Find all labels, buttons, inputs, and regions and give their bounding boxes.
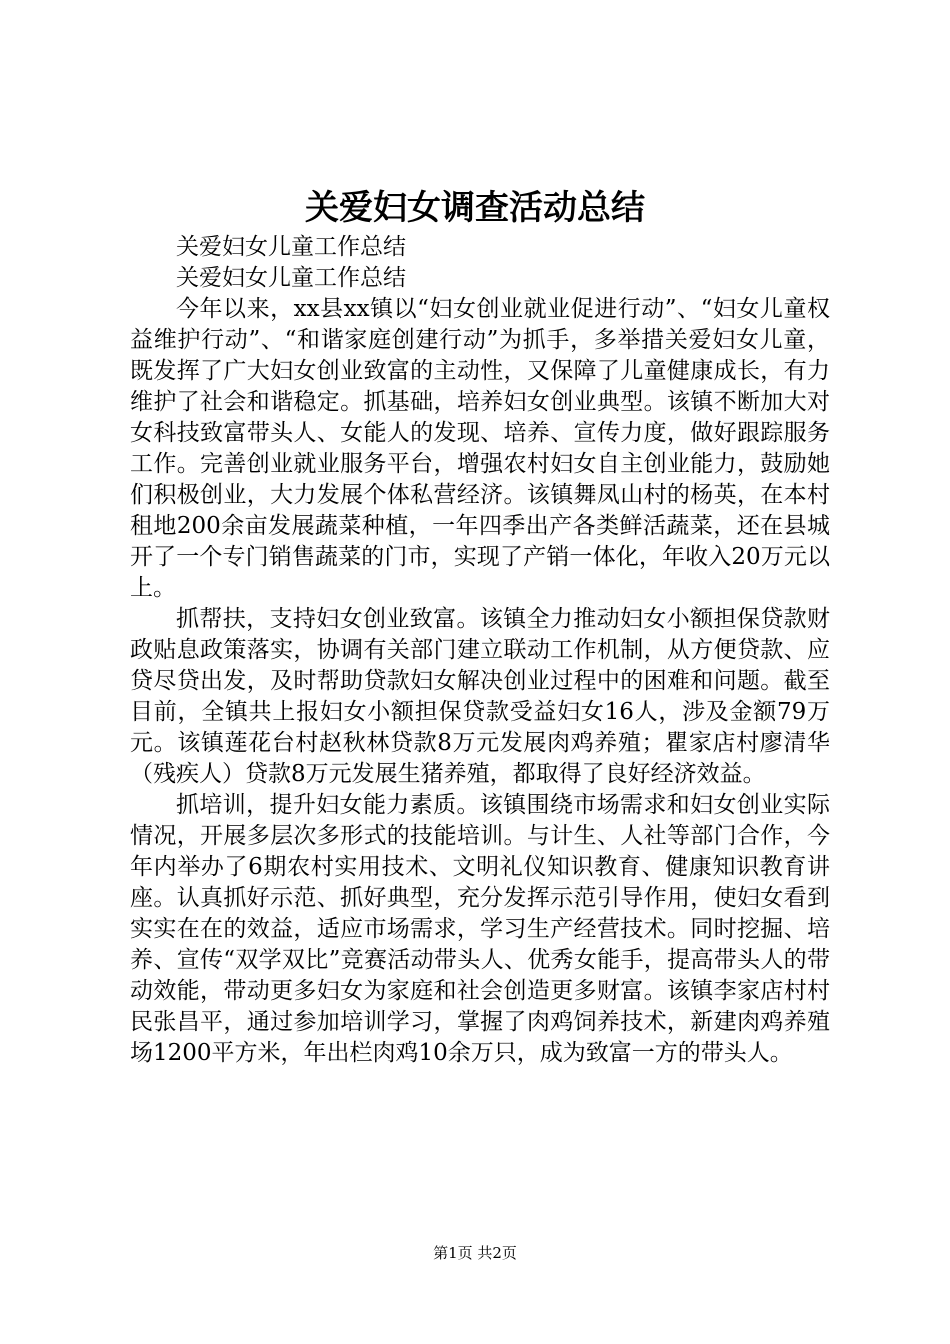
body-paragraph: 抓帮扶，支持妇女创业致富。该镇全力推动妇女小额担保贷款财政贴息政策落实，协调有关部门建立联动工作机制，从方便贷款、应贷尽贷出发，及时帮助贷款妇女解决创业过程中的困难和问题。截至目前，全镇共上报妇女小额担保贷款受益妇女16人，涉及金额79万元。该镇莲花台村赵秋林贷款8万元发展肉鸡养殖；瞿家店村廖清华（残疾人）贷款8万元发展生猪养殖，都取得了良好经济效益。 — [130, 606, 830, 787]
body-paragraph: 抓培训，提升妇女能力素质。该镇围绕市场需求和妇女创业实际情况，开展多层次多形式的技能培训。与计生、人社等部门合作，今年内举办了6期农村实用技术、文明礼仪知识教育、健康知识教育讲座。认真抓好示范、抓好典型，充分发挥示范引导作用，使妇女看到实实在在的效益，适应市场需求，学习生产经营技术。同时挖掘、培养、宣传“双学双比”竞赛活动带头人、优秀女能手，提高带头人的带动效能，带动更多妇女为家庭和社会创造更多财富。该镇李家店村村民张昌平，通过参加培训学习，掌握了肉鸡饲养技术，新建肉鸡养殖场1200平方米，年出栏肉鸡10余万只，成为致富一方的带头人。 — [130, 792, 830, 1066]
document-body — [130, 232, 830, 1069]
subtitle-line: 关爱妇女儿童工作总结 — [176, 234, 406, 260]
subtitle-line: 关爱妇女儿童工作总结 — [176, 265, 406, 291]
body-paragraph: 今年以来，xx县xx镇以“妇女创业就业促进行动”、“妇女儿童权益维护行动”、“和谐家庭创建行动”为抓手，多举措关爱妇女儿童，既发挥了广大妇女创业致富的主动性，又保障了儿童健康成长，有力维护了社会和谐稳定。抓基础，培养妇女创业典型。该镇不断加大对女科技致富带头人、女能人的发现、培养、宣传力度，做好跟踪服务工作。完善创业就业服务平台，增强农村妇女自主创业能力，鼓励她们积极创业，大力发展个体私营经济。该镇舞凤山村的杨英，在本村租地200余亩发展蔬菜种植，一年四季出产各类鲜活蔬菜，还在县城开了一个专门销售蔬菜的门市，实现了产销一体化，年收入20万元以上。 — [130, 296, 830, 601]
document-title: 关爱妇女调查活动总结 — [305, 188, 645, 228]
page-footer: 第1页 共2页 — [433, 1244, 517, 1262]
